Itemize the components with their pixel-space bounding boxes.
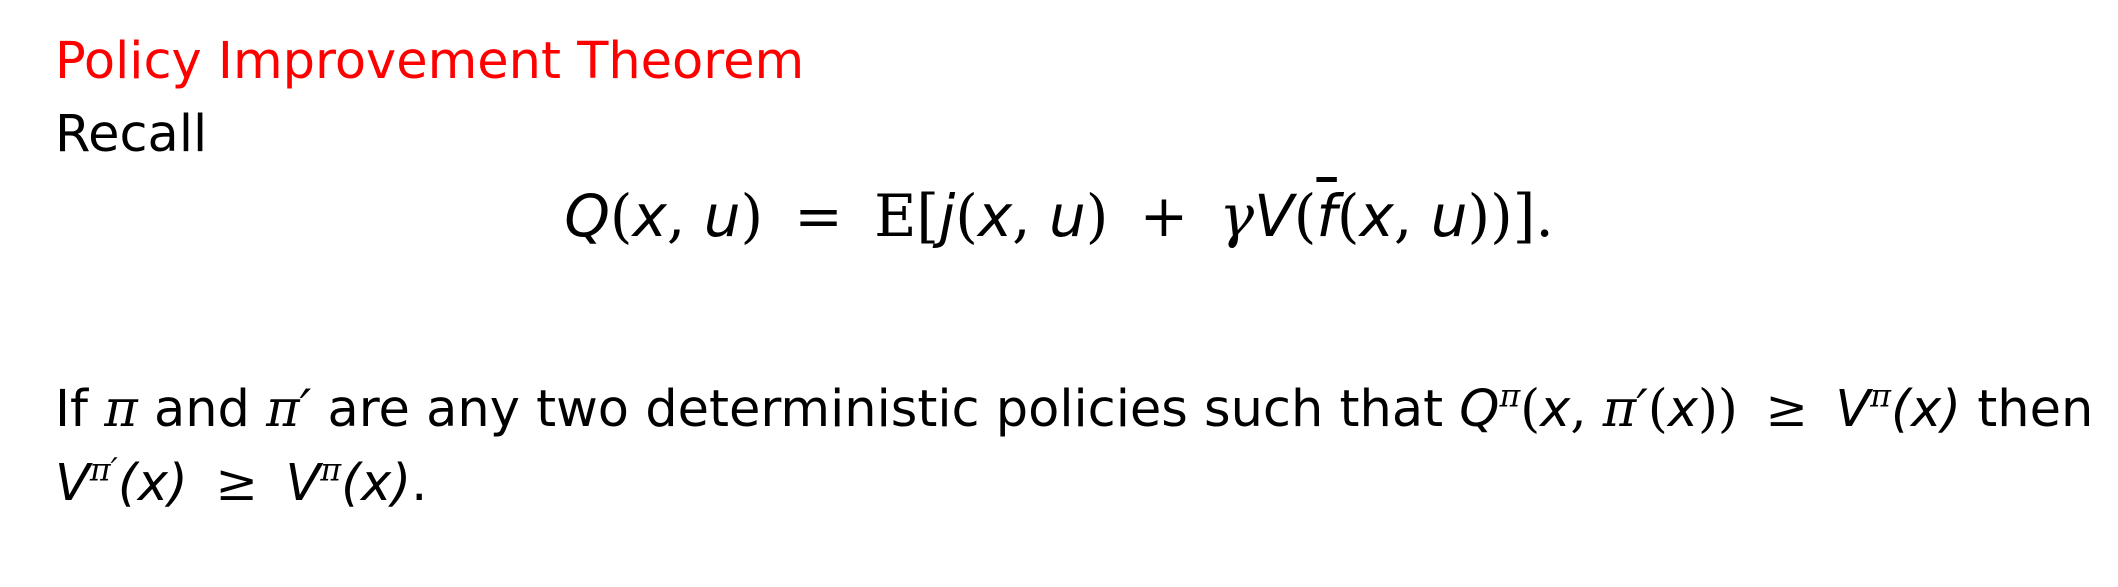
eq-v-func: V [1254, 182, 1294, 250]
theorem-text-and: and [137, 380, 267, 439]
theorem-q-inner-arg: x [1667, 380, 1698, 439]
eq-expectation: E [874, 182, 917, 250]
theorem-geq-1: ≥ [1765, 380, 1808, 439]
theorem-q-comma: , [1570, 380, 1603, 439]
eq-q-func: Q [564, 182, 610, 250]
theorem-q-arg-x: x [1540, 380, 1571, 439]
theorem-v2-args: (x) [117, 454, 188, 513]
eq-f-arg-u: u [1430, 182, 1468, 250]
theorem-v3-args: (x) [341, 454, 412, 513]
theorem-q-superscript: π [1499, 378, 1521, 415]
theorem-q-open: ( [1520, 380, 1541, 439]
eq-period: . [1535, 182, 1554, 250]
eq-f-bar-func: $\overline{f}$ [1316, 182, 1337, 250]
theorem-v1-args: (x) [1891, 380, 1962, 439]
theorem-q-func: Q [1459, 380, 1500, 439]
eq-q-arg-u: u [703, 182, 741, 250]
eq-f-close: ) [1467, 182, 1491, 250]
theorem-statement-line-2 [55, 452, 427, 516]
theorem-q-pi-prime: π′ [1602, 380, 1648, 439]
eq-v-open: ( [1293, 182, 1317, 250]
eq-j-arg-u: u [1049, 182, 1086, 250]
recall-label: Recall [55, 105, 208, 164]
eq-q-open: ( [609, 182, 633, 250]
eq-f-comma: , [1393, 182, 1431, 250]
theorem-v2-func: V [55, 454, 90, 513]
eq-j-close: ) [1085, 182, 1109, 250]
theorem-statement-line-1 [55, 378, 2093, 442]
eq-j-func: j [939, 182, 956, 250]
eq-lbracket: [ [916, 182, 940, 250]
eq-f-arg-x: x [1359, 182, 1394, 250]
theorem-q-inner-open: ( [1647, 380, 1668, 439]
eq-q-close: ) [740, 182, 764, 250]
eq-j-comma: , [1012, 182, 1050, 250]
eq-f-open: ( [1336, 182, 1360, 250]
slide-title: Policy Improvement Theorem [55, 32, 805, 91]
theorem-period: . [411, 454, 428, 513]
eq-j-arg-x: x [977, 182, 1013, 250]
theorem-v3-superscript: π [320, 452, 342, 489]
theorem-geq-2: ≥ [215, 454, 258, 513]
theorem-text-rest: are any two deterministic policies such that [311, 380, 1460, 439]
theorem-q-inner-close: )) [1697, 380, 1738, 439]
eq-q-comma: , [666, 182, 704, 250]
theorem-v1-superscript: π [1870, 378, 1892, 415]
theorem-text-if: If [55, 380, 105, 439]
eq-q-arg-x: x [632, 182, 667, 250]
eq-v-close: ) [1490, 182, 1513, 250]
theorem-v3-func: V [285, 454, 321, 513]
theorem-pi: π [104, 380, 138, 439]
theorem-v1-func: V [1835, 380, 1871, 439]
eq-plus: + [1139, 182, 1189, 250]
eq-gamma: γ [1219, 182, 1255, 250]
eq-j-open: ( [955, 182, 978, 250]
theorem-text-then: then [1961, 380, 2094, 439]
eq-rbracket: ] [1512, 182, 1536, 250]
q-function-equation [0, 178, 2118, 254]
theorem-pi-prime: π′ [266, 380, 312, 439]
eq-equals: = [794, 182, 843, 250]
theorem-v2-superscript: π′ [89, 452, 118, 489]
